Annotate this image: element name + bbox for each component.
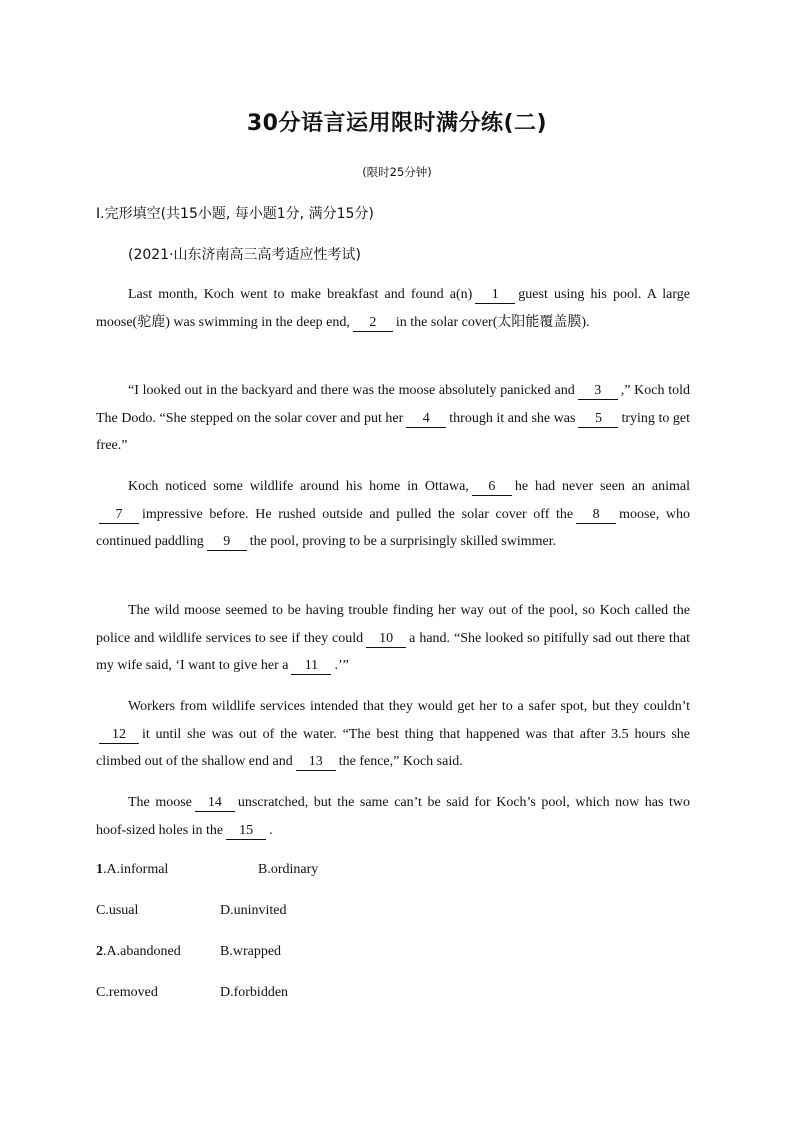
- passage-paragraph-4: The wild moose seemed to be having trouble finding her way out of the pool, so Koch called the police and wildlife services to see if they could 10 a hand. “She looked so pitifully sad out there that my wife said, ‘I want to give her a 11 .’”: [96, 603, 690, 674]
- blank-4: 4: [406, 411, 446, 428]
- question-2-option-b: B.wrapped: [220, 944, 282, 959]
- question-1-option-c: C.usual: [96, 903, 139, 918]
- question-1-option-d: D.uninvited: [220, 903, 287, 918]
- blank-10: 10: [366, 631, 406, 648]
- blank-11: 11: [291, 658, 331, 675]
- question-1-option-a: 1.A.informal: [96, 862, 169, 877]
- blank-13: 13: [296, 754, 336, 771]
- blank-6: 6: [472, 479, 512, 496]
- passage-paragraph-1: Last month, Koch went to make breakfast and found a(n) 1 guest using his pool. A large moose(驼鹿) was swimming in the deep end, 2 in the solar cover(太阳能覆盖膜).: [96, 287, 690, 330]
- blank-5: 5: [578, 411, 618, 428]
- passage-source: (2021·山东济南高三高考适应性考试): [128, 247, 362, 263]
- blank-9: 9: [207, 534, 247, 551]
- question-2-option-d: D.forbidden: [220, 985, 289, 1000]
- blank-2: 2: [353, 315, 393, 332]
- passage-paragraph-3: Koch noticed some wildlife around his home in Ottawa, 6 he had never seen an animal7 impressive before. He rushed outside and pulled the solar cover off the 8 moose, who continued paddling 9 the pool, proving to be a surprisingly skilled swimmer.: [96, 479, 690, 550]
- section-heading: Ⅰ.完形填空(共15小题, 每小题1分, 满分15分): [96, 206, 374, 222]
- blank-3: 3: [578, 383, 618, 400]
- passage-paragraph-6: The moose 14 unscratched, but the same can’t be said for Koch’s pool, which now has two hoof-sized holes in the 15 .: [96, 795, 690, 838]
- blank-7: 7: [99, 507, 139, 524]
- passage-paragraph-2: “I looked out in the backyard and there was the moose absolutely panicked and 3 ,” Koch told The Dodo. “She stepped on the solar cover and put her 4 through it and she was 5 trying to get free.”: [96, 383, 690, 454]
- page-title: 30分语言运用限时满分练(二): [246, 111, 548, 136]
- time-limit: (限时25分钟): [362, 165, 432, 179]
- blank-12: 12: [99, 727, 139, 744]
- question-number: 1: [96, 862, 103, 877]
- question-2-option-a: 2.A.abandoned: [96, 944, 181, 959]
- question-1-option-b: B.ordinary: [258, 862, 319, 877]
- blank-15: 15: [226, 823, 266, 840]
- blank-1: 1: [475, 287, 515, 304]
- passage-paragraph-5: Workers from wildlife services intended that they would get her to a safer spot, but they couldn’t12 it until she was out of the water. “The best thing that happened was that after 3.5 hours she climbed out of the shallow end and 13 the fence,” Koch said.: [96, 699, 690, 770]
- blank-8: 8: [576, 507, 616, 524]
- question-2-option-c: C.removed: [96, 985, 158, 1000]
- question-number: 2: [96, 944, 103, 959]
- blank-14: 14: [195, 795, 235, 812]
